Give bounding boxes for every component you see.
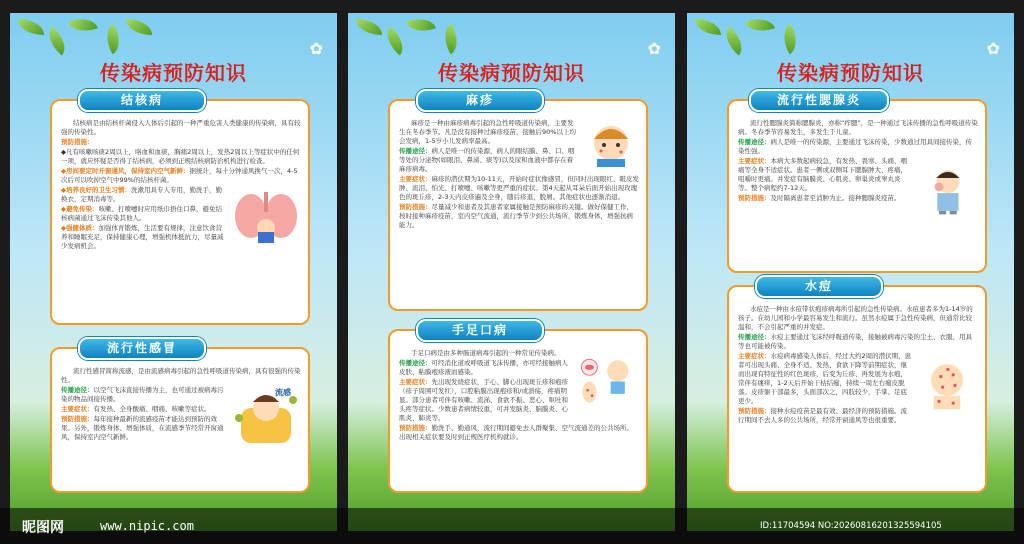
section-tag-hfmd: 手足口病 — [416, 319, 544, 342]
card-hfmd — [388, 329, 648, 493]
mumps-prevent: 及时隔离患者至消肿为止。接种腮腺炎疫苗。 — [770, 194, 901, 202]
panel-title: 传染病预防知识 — [438, 61, 585, 85]
varicella-prevent: 接种水痘疫苗是最有效、最经济的预防措施。流行期间不去人多的公共场所，经常开窗通风等也很重要。 — [738, 407, 907, 424]
tb-measures-label: 预防措施： — [61, 138, 94, 146]
mumps-prevent-label: 预防措施： — [738, 194, 771, 202]
poster-panel-left — [10, 13, 337, 531]
card-varicella — [727, 285, 987, 493]
poster-panel-right — [687, 13, 1014, 531]
section-tag-varicella: 水痘 — [755, 275, 883, 298]
tb-measure-1: ◆凡有咳嗽咳痰2周以上，咯血和血痰，胸痛2周以上，发热2周以上等症状中的任何一项，就应怀疑是否得了结核病，必须到正规结核病防治机构进行检查。 — [61, 148, 300, 165]
child-with-rash-illustration — [583, 121, 639, 167]
poster-panel-middle — [348, 13, 675, 531]
leaf-decoration — [438, 24, 465, 55]
leaf-decoration — [18, 19, 44, 35]
flower-icon: ✿ — [309, 39, 323, 58]
section-tag-influenza: 流行性感冒 — [78, 337, 206, 360]
tb-measure-5-body: 加强体育锻炼，生活要有规律，注意饮食营养和睡眠充足，保持健康心理，增强机体抵抗力，尽量减少发病机会。 — [61, 224, 224, 250]
measles-symptom-label: 主要症状： — [399, 175, 432, 183]
hfmd-symptom-label: 主要症状： — [399, 378, 432, 386]
leaf-decoration — [68, 13, 98, 37]
tb-measure-5-head: ◆强健体质： — [61, 224, 99, 232]
site-logo: 昵图网 — [22, 520, 64, 536]
leaf-decoration — [42, 27, 72, 56]
panel-title: 传染病预防知识 — [777, 61, 924, 85]
measles-route-label: 传播途径： — [399, 147, 432, 155]
image-id-text: ID:11704594 NO:20260816201325594105 — [760, 521, 942, 531]
tb-measure-3-body: 洗漱用具专人专用，勤洗手，勤换衣，定期消毒等。 — [61, 186, 222, 203]
hfmd-prevent-label: 预防措施： — [399, 424, 432, 432]
flower-icon: ✿ — [986, 39, 1000, 58]
card-influenza — [50, 347, 310, 493]
varicella-route: 水痘主要通过飞沫经呼吸道传染，接触被病毒污染的尘土、衣服、用具等也可能被传染。 — [738, 333, 972, 350]
flu-route: 以空气飞沫直接传播为主，也可通过被病毒污染的物品间接传播。 — [61, 386, 224, 403]
leaf-decoration — [406, 13, 436, 37]
section-tag-mumps: 流行性腮腺炎 — [749, 89, 889, 112]
flu-prevent-label: 预防措施： — [61, 415, 94, 423]
leaf-decoration — [695, 19, 721, 35]
hfmd-route-label: 传播途径： — [399, 359, 432, 367]
mumps-intro: 流行性腮腺炎简称腮腺炎，亦称“痄腮”，是一种通过飞沫传播的急性呼吸道传染病。冬春季节容易发生，多发生于儿童。 — [738, 119, 978, 136]
child-with-spots-illustration — [916, 354, 978, 416]
hfmd-prevent: 勤洗手、勤通风，流行期间避免去人群聚集、空气流通差的公共场所。出现相关症状要及时到正规医疗机构就诊。 — [399, 424, 633, 441]
sick-child-illustration — [231, 388, 301, 443]
tb-measure-4-body: 咳嗽、打喷嚏时应用纸巾捂住口鼻，避免结核病菌通过飞沫传染其他人。 — [61, 205, 222, 222]
leaf-decoration — [380, 27, 410, 56]
flu-image-label: 流感 — [275, 388, 291, 397]
flu-prevent: 每年接种最新的流感疫苗才能达到预防的效果。另外，锻炼身体、增强体质，在流感季节经常开窗通风，保持室内空气新鲜。 — [61, 415, 224, 441]
tb-measure-4-head: ◆避免传染： — [61, 205, 99, 213]
flu-symptom-label: 主要症状： — [61, 405, 94, 413]
measles-symptom: 麻疹的潜伏期为10-11天，开始时症状像感冒，但同时出现眼红、眼皮发肿、流泪、怕光、打喷嚏、咳嗽等更严重的症状。第4天起从耳朵后面开始出现玫瑰色的斑丘疹，2-3天内皮疹遍及全身，随后疹退，脱屑。其他症状也逐渐消退。 — [399, 175, 639, 201]
varicella-intro: 水痘是一种由水痘带状疱疹病毒所引起的急性传染病。水痘患者多为1-14岁的孩子。在幼儿园和小学最容易发生和流行。虽然水痘属于急性传染病，但通常比较温和，不会引起严重的并发症。 — [738, 305, 973, 331]
panel-title: 传染病预防知识 — [100, 61, 247, 85]
measles-prevent: 尽量减少和患者及其患者家属接触是预防麻疹的关键。做好保健工作，按时接种麻疹疫苗，室内空气流通，流行季节少到公共场所，锻炼身体，增强抗病能力。 — [399, 203, 633, 229]
site-url: www.nipic.com — [100, 519, 194, 533]
mumps-route-label: 传播途径： — [738, 138, 771, 146]
flower-icon: ✿ — [647, 39, 661, 58]
leaf-decoration — [126, 19, 152, 35]
varicella-symptom-label: 主要症状： — [738, 352, 771, 360]
section-tag-measles: 麻疹 — [416, 89, 544, 112]
hfmd-route: 可经消化道或呼吸道飞沫传播，亦可经接触病人皮肤、粘膜疱疹液而感染。 — [399, 359, 568, 376]
leaf-decoration — [719, 27, 749, 56]
boy-swollen-cheek-illustration — [916, 159, 978, 221]
card-measles — [388, 99, 648, 311]
leaf-decoration — [745, 13, 775, 37]
leaf-decoration — [356, 19, 382, 35]
varicella-prevent-label: 预防措施： — [738, 407, 771, 415]
tb-measure-3-head: ◆培养良好的卫生习惯： — [61, 186, 131, 194]
flu-intro: 流行性感冒简称流感，是由流感病毒引起的急性呼吸道传染病，具有很强的传染性。 — [61, 367, 301, 384]
card-mumps — [727, 99, 987, 273]
section-tag-tuberculosis: 结核病 — [78, 89, 206, 112]
measles-route: 病人是唯一的传染源，病人的眼结膜、鼻、口、咽等处的分泌物(如眼泪、鼻涕、痰等)以及尿和血液中都存在着麻疹病毒。 — [399, 147, 575, 173]
varicella-symptom: 水痘病毒感染人体后，经过大约2周的潜伏期，患者可出现头痛、全身不适、发热、食欲下降等前期症状，继而出现有特征性的红色斑疹，后变为丘疹、再发展为水疱，常伴有瘙痒，1-2天后开始干枯结痂，持续一周左右痂皮脱落。皮疹躯干部最多，头面部次之，四肢较少，手掌、足底更少。 — [738, 352, 912, 405]
measles-intro: 麻疹是一种由麻疹病毒引起的急性呼吸道传染病，主要发生在冬春季节。凡是没有接种过麻疹疫苗，接触后90%以上均会发病，1-5岁小儿发病率最高。 — [399, 119, 576, 145]
measles-prevent-label: 预防措施： — [399, 203, 432, 211]
mumps-symptom: 本病大多数起病较急，有发热、畏寒、头痛、咽痛等全身不适症状。患者一侧或双侧耳下腮腺肿大、疼痛，咀嚼时更痛。并发症有脑膜炎、心肌炎、卵巢炎或睾丸炎等。整个病程约7-12天。 — [738, 157, 907, 192]
tb-measure-2-body: 据统计，每十分钟通风换气一次，4-5次后可以吹掉空气中99%的结核杆菌。 — [61, 167, 298, 184]
tb-measure-2-head: ◆房间要定时开窗通风，保持室内空气新鲜： — [61, 167, 190, 175]
mumps-route: 病人是唯一的传染源，主要通过飞沫传染，少数通过用具间接传染，传染性强。 — [738, 138, 972, 155]
hfmd-intro: 手足口病是由多种肠道病毒引起的一种常见传染病。 — [411, 349, 561, 357]
leaf-decoration — [100, 24, 127, 55]
varicella-route-label: 传播途径： — [738, 333, 771, 341]
watermark-bar — [0, 508, 1024, 544]
mumps-symptom-label: 主要症状： — [738, 157, 771, 165]
leaf-decoration — [777, 24, 804, 55]
tb-intro: 结核病是由结核杆菌侵入人体后引起的一种严重危害人类健康的传染病，具有较强的传染性。 — [61, 119, 301, 136]
flu-symptom: 有发热、全身酸痛、咽痛、咳嗽等症状。 — [93, 405, 211, 413]
lungs-illustration — [231, 188, 301, 243]
flu-route-label: 传播途径： — [61, 386, 94, 394]
hfmd-symptom: 先出现发烧症状，手心、脚心出现斑丘疹和疱疹（疹子周围可发红），口腔粘膜出现疱疹和/或溃疡，疼痛明显。部分患者可伴有咳嗽、流涕、食欲不振、恶心、呕吐和头疼等症状。少数患者病情较重，可并发脑炎、脑膜炎、心肌炎、肺炎等。 — [399, 378, 568, 422]
card-tuberculosis — [50, 99, 310, 325]
hand-foot-mouth-illustration — [577, 351, 639, 411]
